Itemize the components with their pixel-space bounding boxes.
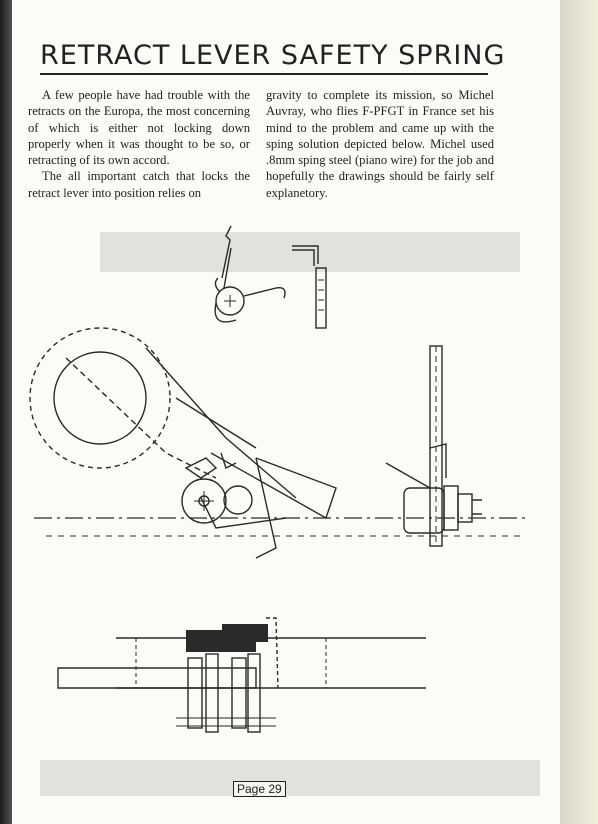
- undercarriage-leg: [386, 346, 482, 546]
- paragraph: A few people have had trouble with the retracts on the Europa, the most concerning of which is either not locking down properly when it was thought to be so, or retracting of its own accord.: [28, 88, 250, 168]
- retract-lever-linkage: [66, 348, 336, 558]
- article-title: RETRACT LEVER SAFETY SPRING: [40, 40, 506, 71]
- page-edge: [560, 0, 598, 824]
- paragraph: The all important catch that locks the retract lever into position relies on: [28, 169, 250, 200]
- piano-wire-sketch: [292, 246, 326, 328]
- book-spine-shadow: [0, 0, 12, 824]
- text-column-right: [266, 87, 494, 201]
- retract-lever-drawing: [26, 218, 536, 758]
- plan-view-assembly: [58, 618, 426, 732]
- text-column-left: [28, 87, 250, 201]
- paragraph: gravity to complete its mission, so Michel Auvray, who flies F-PFGT in France set his mind to the problem and came up with the sping solution depicted below. Michel used .8mm sping steel (piano wire) for the job and hopefully the drawings should be fairly self explanetory.: [266, 88, 494, 200]
- title-underline: [40, 73, 488, 75]
- page-number: Page 29: [233, 781, 286, 797]
- wheel-outline: [30, 328, 170, 468]
- spring-detail-sketch: [215, 226, 285, 322]
